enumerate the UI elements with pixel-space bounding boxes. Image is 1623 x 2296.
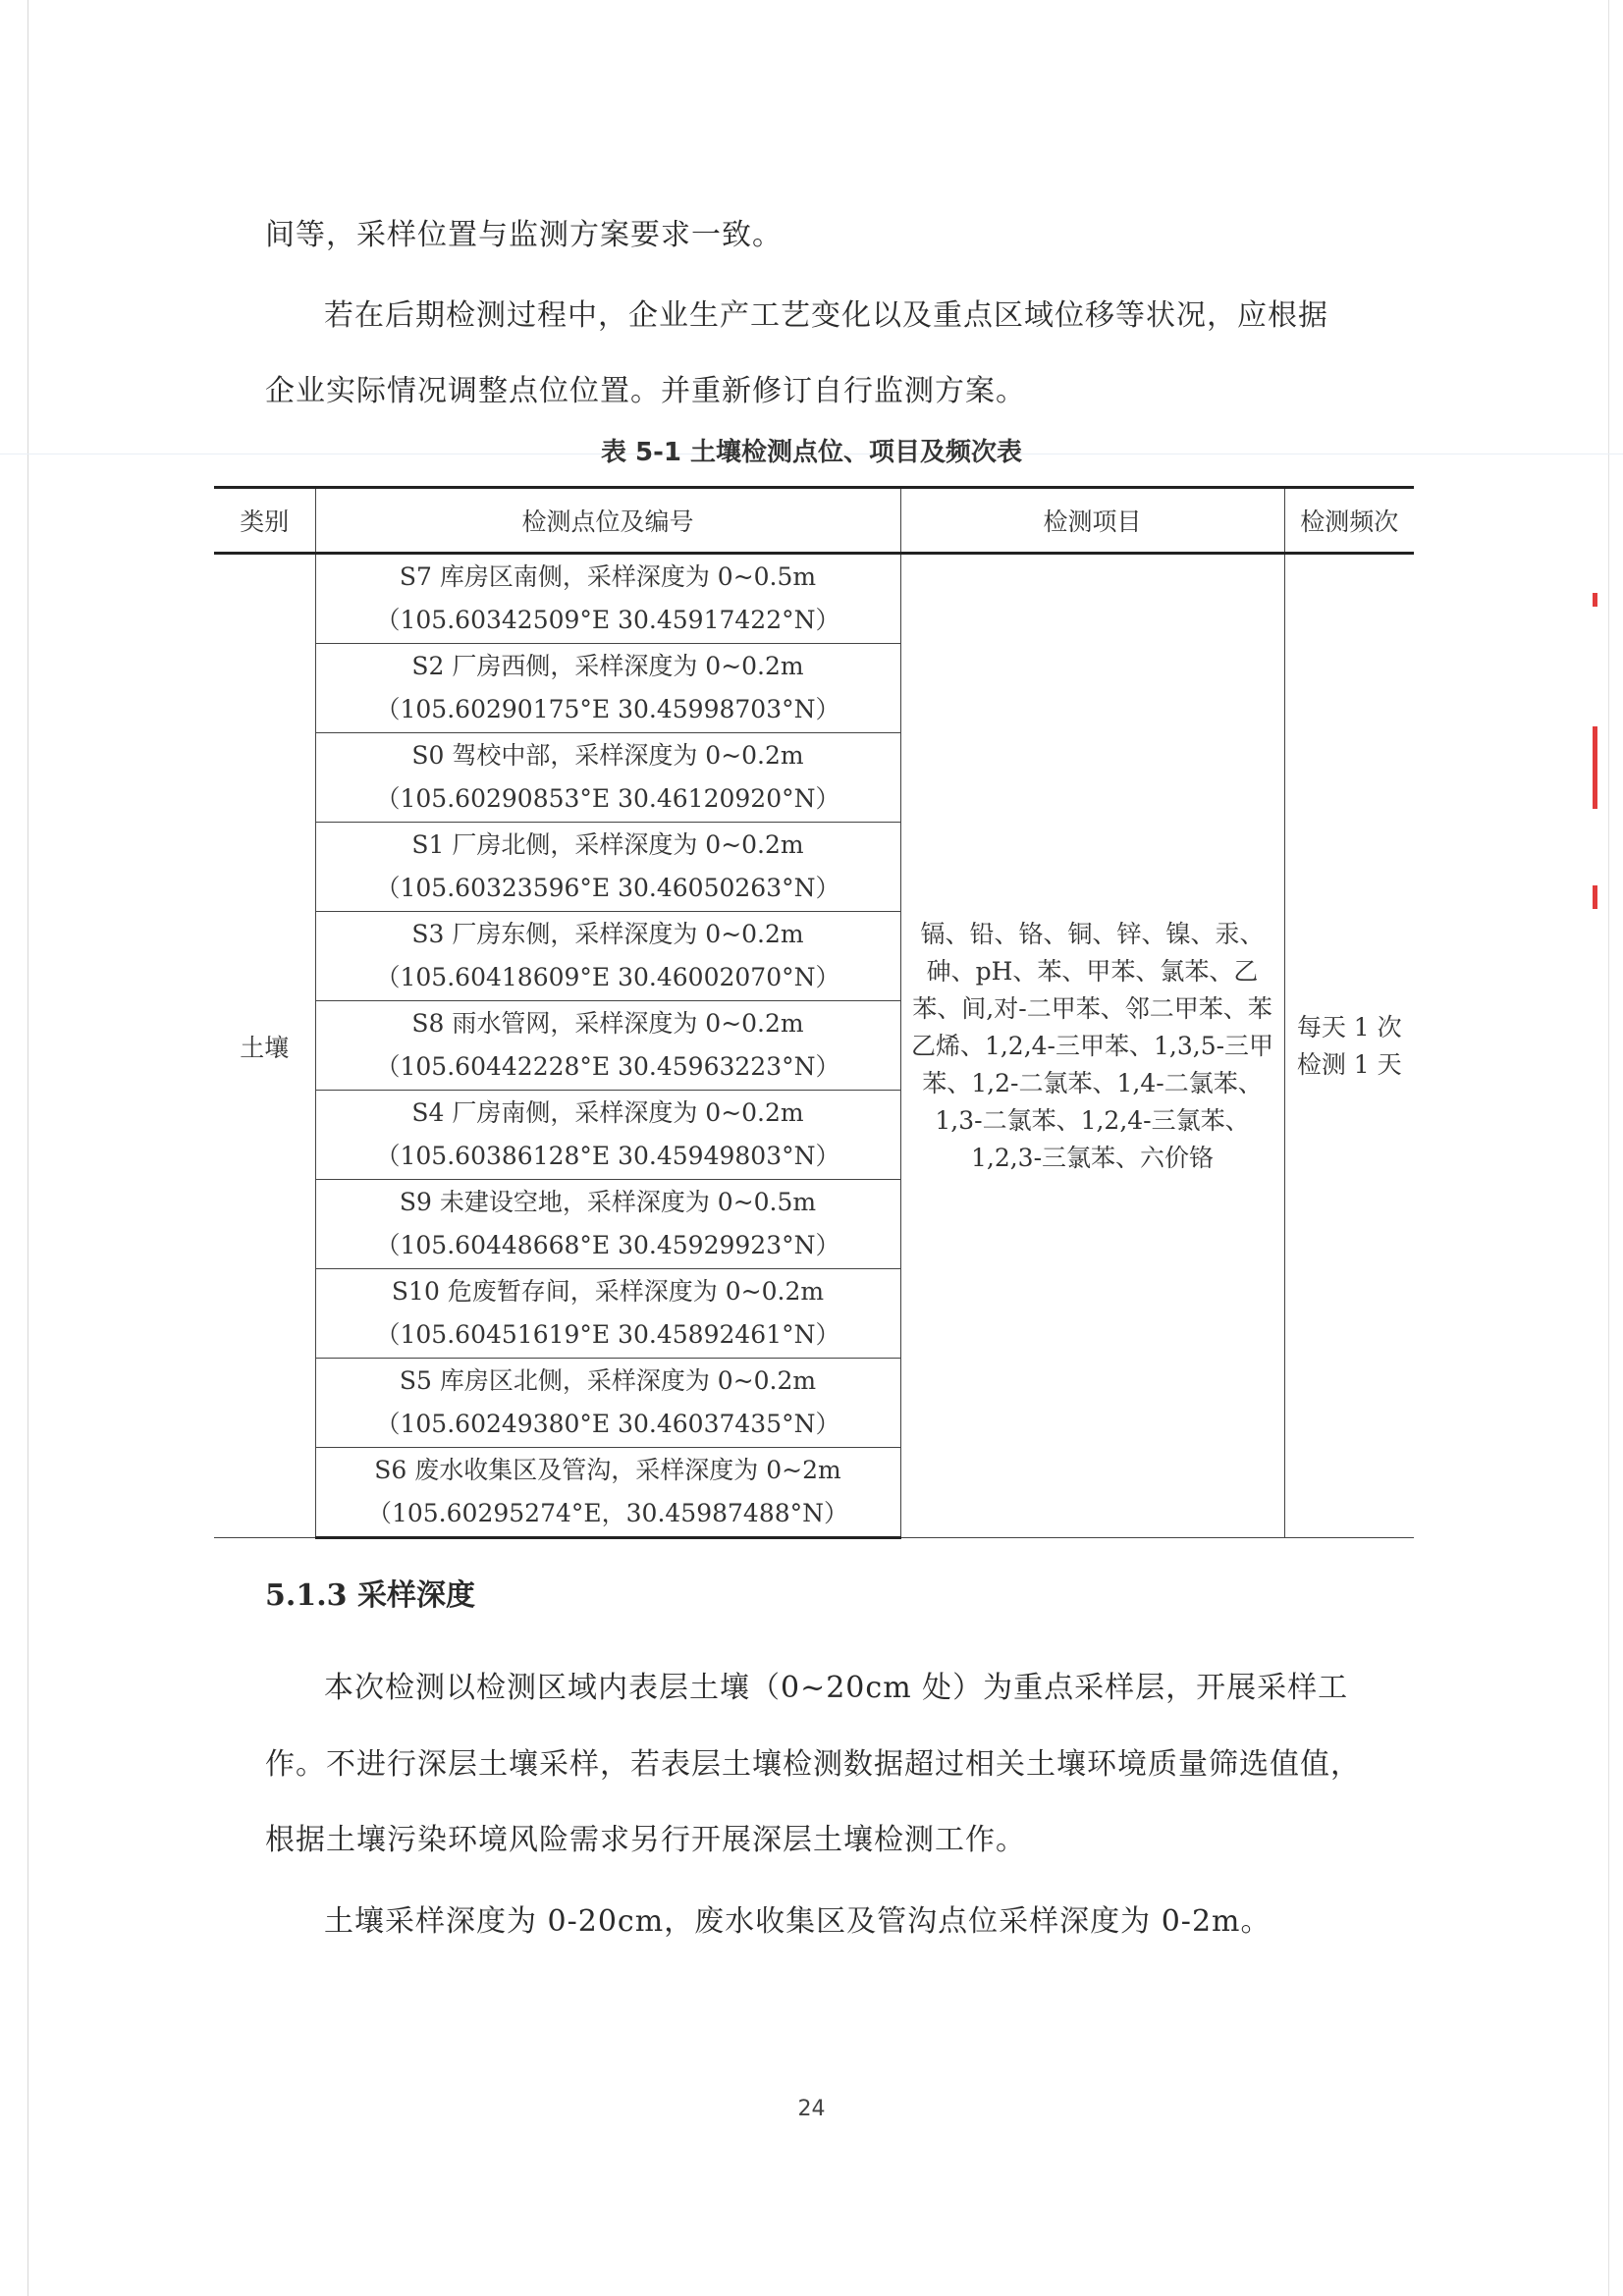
paragraph-intro-2-line1: 若在后期检测过程中，企业生产工艺变化以及重点区域位移等状况，应根据 [324,298,1328,333]
paragraph-depth-2: 土壤采样深度为 0-20cm，废水收集区及管沟点位采样深度为 0-2m。 [324,1904,1271,1939]
point-cell [315,1448,900,1538]
point-name: S5 库房区北侧，采样深度为 0~0.2m [399,1366,817,1395]
point-coord: （105.60290853°E 30.46120920°N） [375,784,840,813]
point-name: S1 厂房北侧，采样深度为 0~0.2m [411,830,804,859]
point-coord: （105.60290175°E 30.45998703°N） [375,695,840,723]
header-category: 类别 [214,488,315,554]
point-coord: （105.60295274°E，30.45987488°N） [366,1499,849,1527]
items-cell: 镉、铅、铬、铜、锌、镍、汞、砷、pH、苯、甲苯、氯苯、乙苯、间,对-二甲苯、邻二甲苯、苯乙烯、1,2,4-三甲苯、1,3,5-三甲苯、1,2-二氯苯、1,4-二氯苯、1,3-二氯苯、1,2,4-三氯苯、1,2,3-三氯苯、六价铬 [900,554,1284,1538]
point-name: S4 厂房南侧，采样深度为 0~0.2m [411,1098,804,1127]
header-points: 检测点位及编号 [315,488,900,554]
point-cell [315,912,900,1001]
header-frequency: 检测频次 [1284,488,1414,554]
point-name: S7 库房区南侧，采样深度为 0~0.5m [399,562,817,591]
point-coord: （105.60323596°E 30.46050263°N） [375,874,840,902]
point-coord: （105.60451619°E 30.45892461°N） [375,1320,840,1349]
point-coord: （105.60342509°E 30.45917422°N） [375,606,840,634]
table-caption: 表 5-1 土壤检测点位、项目及频次表 [600,438,1023,467]
soil-monitoring-table [214,486,1414,1539]
paragraph-intro-2-line2: 企业实际情况调整点位位置。并重新修订自行监测方案。 [265,374,1026,408]
point-cell [315,554,900,644]
point-name: S8 雨水管网，采样深度为 0~0.2m [411,1009,804,1038]
point-cell [315,1001,900,1091]
point-coord: （105.60418609°E 30.46002070°N） [375,963,840,991]
point-name: S2 厂房西侧，采样深度为 0~0.2m [411,652,804,680]
binding-mark [1593,593,1597,607]
table-header-row [214,488,1414,554]
table-row [214,554,1414,644]
paragraph-intro-1: 间等，采样位置与监测方案要求一致。 [265,218,783,252]
paragraph-depth-1-line1: 本次检测以检测区域内表层土壤（0~20cm 处）为重点采样层，开展采样工 [324,1671,1349,1705]
point-name: S3 厂房东侧，采样深度为 0~0.2m [411,920,804,948]
scan-edge-right [1608,0,1609,2296]
point-name: S0 驾校中部，采样深度为 0~0.2m [411,741,804,770]
point-cell [315,823,900,912]
point-coord: （105.60386128°E 30.45949803°N） [375,1142,840,1170]
section-heading: 5.1.3 采样深度 [265,1578,475,1613]
point-cell [315,1091,900,1180]
binding-mark [1593,726,1597,809]
point-cell [315,1269,900,1359]
point-coord: （105.60442228°E 30.45963223°N） [375,1052,840,1081]
header-items: 检测项目 [900,488,1284,554]
paragraph-depth-1-line2: 作。不进行深层土壤采样，若表层土壤检测数据超过相关土壤环境质量筛选值值， [265,1747,1361,1782]
frequency-cell: 每天 1 次检测 1 天 [1284,554,1414,1538]
point-coord: （105.60448668°E 30.45929923°N） [375,1231,840,1259]
point-name: S9 未建设空地，采样深度为 0~0.5m [399,1188,817,1216]
point-cell [315,644,900,733]
point-cell [315,1180,900,1269]
point-name: S10 危废暂存间，采样深度为 0~0.2m [391,1277,825,1306]
point-name: S6 废水收集区及管沟，采样深度为 0~2m [374,1456,841,1484]
point-cell [315,733,900,823]
point-coord: （105.60249380°E 30.46037435°N） [375,1410,840,1438]
scan-edge-left [27,0,28,2296]
category-cell: 土壤 [214,554,315,1538]
paragraph-depth-1-line3: 根据土壤污染环境风险需求另行开展深层土壤检测工作。 [265,1823,1026,1857]
page-number: 24 [797,2097,826,2121]
point-cell [315,1359,900,1448]
binding-mark [1593,885,1597,909]
